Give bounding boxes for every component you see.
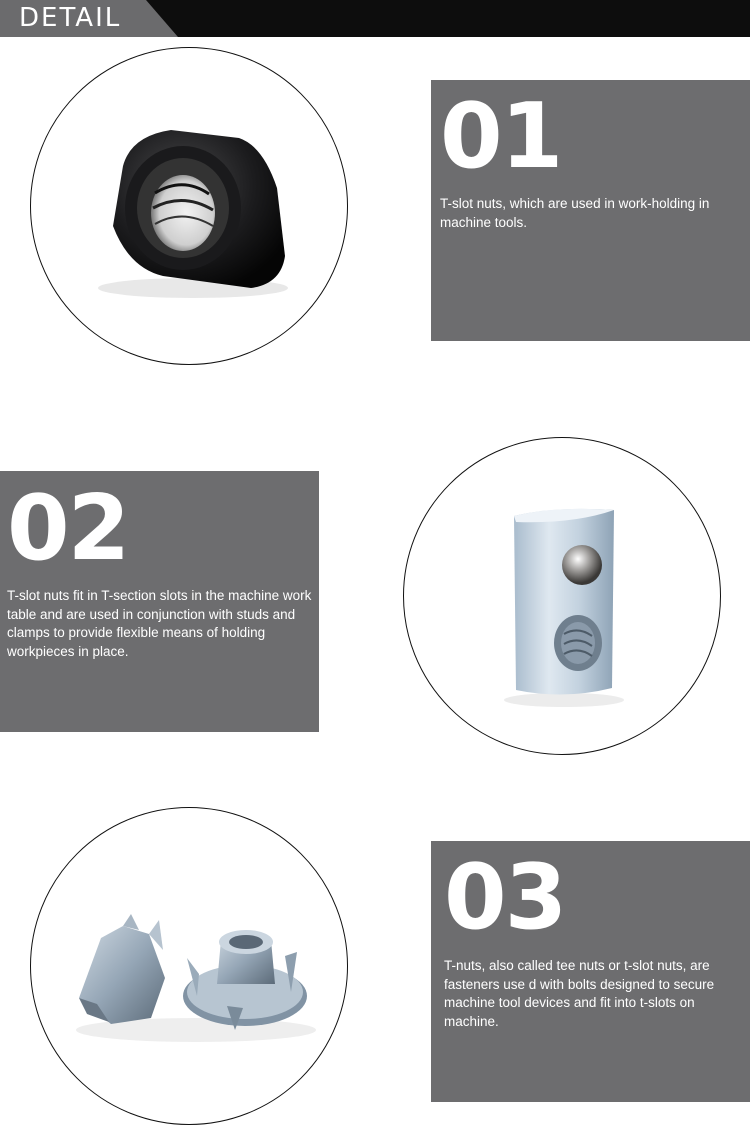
detail-text-1: T-slot nuts, which are used in work-holding in machine tools. [440, 196, 710, 230]
detail-number-3: 03 [444, 845, 566, 950]
detail-card-3 [431, 841, 750, 1102]
detail-number-2: 02 [7, 476, 129, 581]
detail-card-2 [0, 471, 319, 732]
zinc-roll-in-t-nut-photo [404, 438, 720, 754]
black-t-slot-nut-photo [31, 48, 347, 364]
product-image-circle-3 [30, 807, 348, 1125]
header-bar [0, 0, 750, 37]
detail-card-1 [431, 80, 750, 341]
section-title: DETAIL [19, 3, 122, 33]
detail-number-1: 01 [440, 84, 562, 189]
four-prong-tee-nuts-photo [31, 808, 347, 1124]
product-image-circle-2 [403, 437, 721, 755]
detail-text-3: T-nuts, also called tee nuts or t-slot nuts, are fasteners use d with bolts designed to secure machine tool devices and fit into t-slots on machine. [444, 958, 715, 1029]
detail-text-2: T-slot nuts fit in T-section slots in the machine work table and are used in conjunction with studs and clamps to provide flexible means of holding workpieces in place. [7, 588, 312, 659]
product-image-circle-1 [30, 47, 348, 365]
